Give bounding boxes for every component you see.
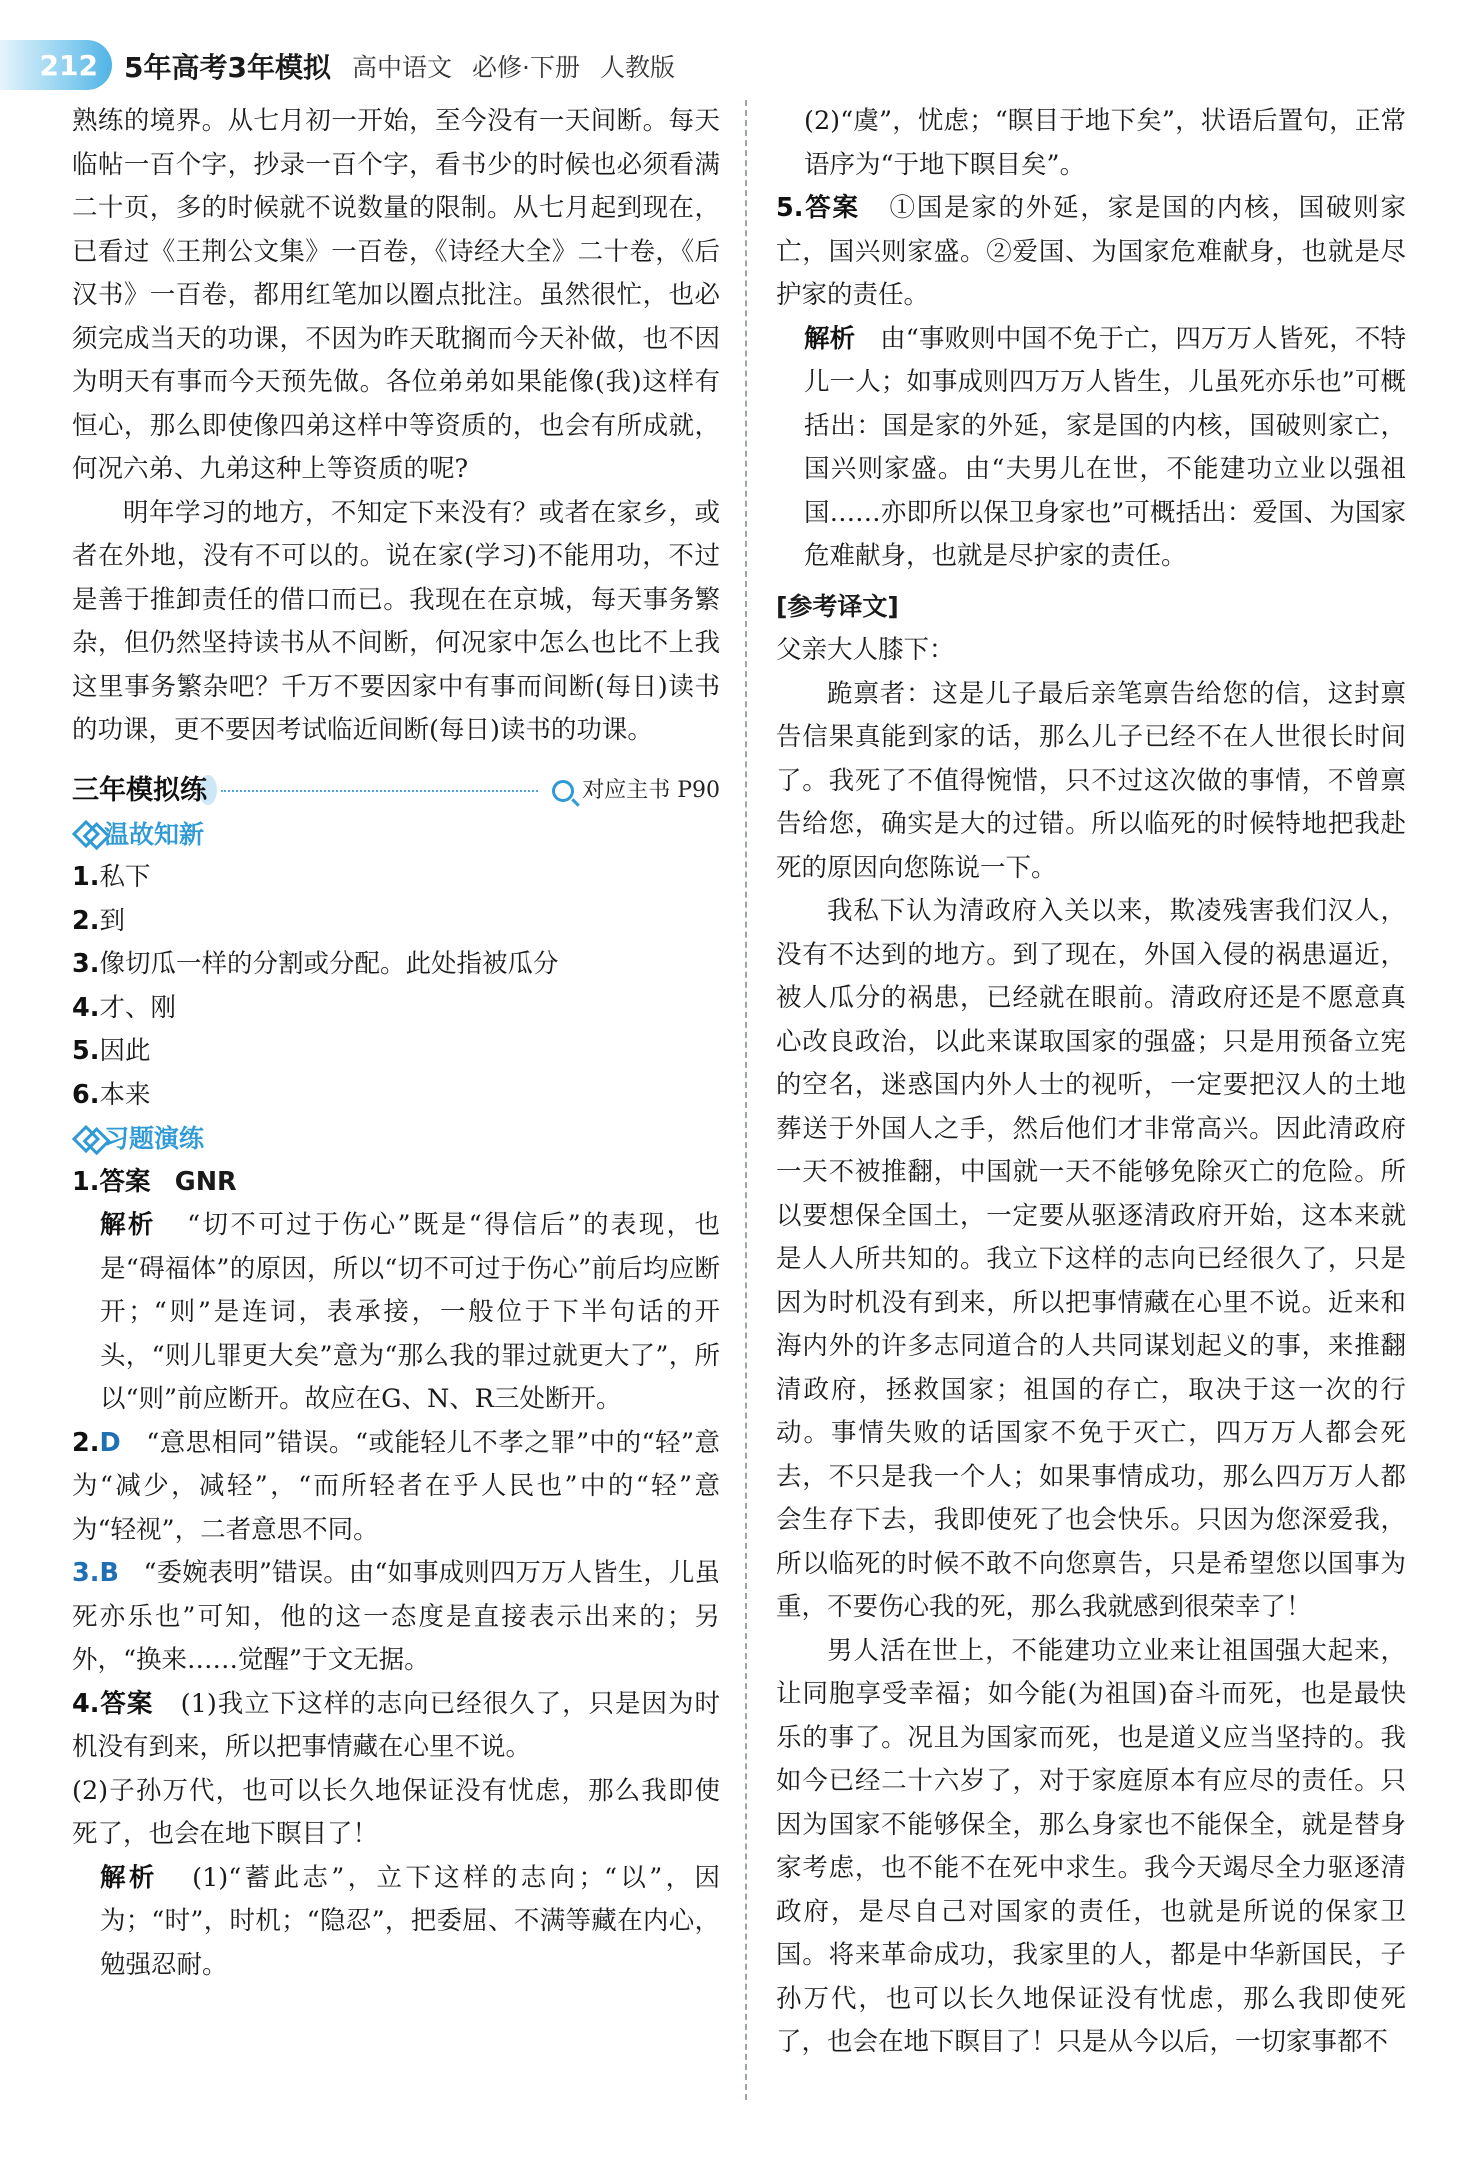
diamond-icon [72, 820, 100, 848]
section-reference-text: 对应主书 P90 [582, 777, 720, 803]
list-item: 5.因此 [72, 1036, 151, 1066]
letter-paragraph-2: 我私下认为清政府入关以来，欺凌残害我们汉人，没有不达到的地方。到了现在，外国入侵的祸患逼近，被人瓜分的祸患，已经就在眼前。清政府还是不愿意真心改良政治，以此来谋取国家的强盛；只是用预备立宪的空名，迷惑国内外人士的视听，一定要把汉人的土地葬送于外国人之手，然后他们才非常高兴。因此清政府一天不被推翻，中国就一天不能够免除灭亡的危险。所以要想保全国土，一定要从驱逐清政府开始，这本来就是人人所共知的。我立下这样的志向已经很久了，只是因为时机没有到来，所以把事情藏在心里不说。近来和海内外的许多志同道合的人共同谋划起义的事，来推翻清政府，拯救国家；祖国的存亡，取决于这一次的行动。事情失败的话国家不免于灭亡，四万万人都会死去，不只是我一个人；如果事情成功，那么四万万人都会生存下去，我即使死了也会快乐。只因为您深爱我，所以临死的时候不敢不向您禀告，只是希望您以国事为重，不要伤心我的死，那么我就感到很荣幸了！ [776, 896, 1406, 1622]
question-4-answer-part2: (2)子孙万代，也可以长久地保证没有忧虑，那么我即使死了，也会在地下瞑目了！ [72, 1775, 720, 1849]
question-3: 3.B “委婉表明”错误。由“如事成则四万万人皆生，儿虽死亦乐也”可知，他的这一态度是直接表示出来的；另外，“换来……觉醒”于文无据。 [72, 1558, 720, 1675]
right-column [776, 100, 1406, 2065]
page-header [0, 40, 1470, 90]
subheading-exercises-text: 习题演练 [104, 1124, 205, 1153]
question-1-analysis: 解析 “切不可过于伤心”既是“得信后”的表现，也是“碍福体”的原因，所以“切不可过于伤心”前后均应断开；“则”是连词，表承接，一般位于下半句话的开头，“则儿罪更大矣”意为“那么我的罪过就更大了”，所以“则”前应断开。故应在G、N、R三处断开。 [100, 1210, 720, 1414]
question-4-answer: 4.答案 (1)我立下这样的志向已经很久了，只是因为时机没有到来，所以把事情藏在心里不说。 [72, 1688, 720, 1762]
question-4-analysis: 解析 (1)“蓄此志”，立下这样的志向；“以”，因为；“时”，时机；“隐忍”，把委屈、不满等藏在内心，勉强忍耐。 [100, 1862, 720, 1980]
column-divider [745, 100, 747, 2100]
left-column [72, 100, 720, 1987]
review-list [72, 856, 720, 1117]
letter-paragraph-3: 男人活在世上，不能建功立业来让祖国强大起来，让同胞享受幸福；如今能(为祖国)奋斗而死，也是最快乐的事了。况且为国家而死，也是道义应当坚持的。我如今已经二十六岁了，对于家庭原本有应尽的责任。只因为国家不能够保全，那么身家也不能保全，就是替身家考虑，也不能不在死中求生。我今天竭尽全力驱逐清政府，是尽自己对国家的责任，也就是所说的保家卫国。将来革命成功，我家里的人，都是中华新国民，子孙万代，也可以长久地保证没有忧虑，那么我即使死了，也会在地下瞑目了！只是从今以后，一切家事都不 [776, 1635, 1406, 2057]
section-header [72, 769, 720, 813]
subheading-exercises [72, 1117, 720, 1161]
list-item: 4.才、刚 [72, 992, 176, 1023]
section-dotted-line [221, 790, 538, 792]
reference-translation-title: [参考译文] [776, 591, 899, 621]
question-1-answer: 1.答案 GNR [72, 1166, 237, 1197]
translation-paragraph-1: 熟练的境界。从七月初一开始，至今没有一天间断。每天临帖一百个字，抄录一百个字，看书少的时候也必须看满二十页，多的时候就不说数量的限制。从七月起到现在，已看过《王荆公文集》一百卷，《诗经大全》二十卷，《后汉书》一百卷，都用红笔加以圈点批注。虽然很忙，也必须完成当天的功课，不因为昨天耽搁而今天补做，也不因为明天有事而今天预先做。各位弟弟如果能像(我)这样有恒心，那么即使像四弟这样中等资质的，也会有所成就，何况六弟、九弟这种上等资质的呢? [72, 106, 720, 484]
letter-paragraph-1: 跪禀者：这是儿子最后亲笔禀告给您的信，这封禀告信果真能到家的话，那么儿子已经不在人世很长时间了。我死了不值得惋惜，只不过这次做的事情，不曾禀告给您，确实是大的过错。所以临死的时候特地把我赴死的原因向您陈说一下。 [776, 678, 1406, 883]
question-5-analysis: 解析 由“事败则中国不免于亡，四万万人皆死，不特儿一人；如事成则四万万人皆生，儿虽死亦乐也”可概括出：国是家的外延，家是国的内核，国破则家亡，国兴则家盛。由“夫男儿在世，不能建功立业以强祖国……亦即所以保卫身家也”可概括出：爱国、为国家危难献身，也就是尽护家的责任。 [804, 323, 1406, 571]
question-4-analysis-continued: (2)“虞”，忧虑；“瞑目于地下矣”，状语后置句，正常语序为“于地下瞑目矣”。 [804, 106, 1406, 180]
magnifier-icon [552, 780, 574, 802]
salutation: 父亲大人膝下： [776, 635, 955, 665]
translation-paragraph-2: 明年学习的地方，不知定下来没有？或者在家乡，或者在外地，没有不可以的。说在家(学习)不能用功，不过是善于推卸责任的借口而已。我现在在京城，每天事务繁杂，但仍然坚持读书从不间断，何况家中怎么也比不上我这里事务繁杂吧？千万不要因家中有事而间断(每日)读书的功课，更不要因考试临近间断(每日)读书的功课。 [72, 497, 720, 745]
list-item: 6.本来 [72, 1079, 151, 1110]
book-info [352, 48, 675, 84]
subject-label: 高中语文 [352, 53, 453, 82]
list-item: 2.到 [72, 905, 125, 936]
section-title: 三年模拟练 [72, 769, 207, 813]
page-number: 212 [39, 48, 98, 82]
subheading-review-text: 温故知新 [104, 819, 205, 849]
page-number-badge [0, 40, 112, 90]
section-reference [552, 769, 720, 813]
diamond-icon [72, 1125, 100, 1153]
list-item: 1.私下 [72, 862, 151, 892]
question-2: 2.D “意思相同”错误。“或能轻儿不孝之罪”中的“轻”意为“减少，减轻”，“而所轻者在乎人民也”中的“轻”意为“轻视”，二者意思不同。 [72, 1427, 720, 1545]
subheading-review [72, 813, 720, 857]
list-item: 3.像切瓜一样的分割或分配。此处指被瓜分 [72, 949, 559, 979]
volume-label: 必修·下册 [472, 53, 580, 82]
brand-title: 5年高考3年模拟 [124, 51, 331, 84]
edition-label: 人教版 [599, 53, 675, 82]
question-5-answer: 5.答案 ①国是家的外延，家是国的内核，国破则家亡，国兴则家盛。②爱国、为国家危难献身，也就是尽护家的责任。 [776, 193, 1406, 310]
